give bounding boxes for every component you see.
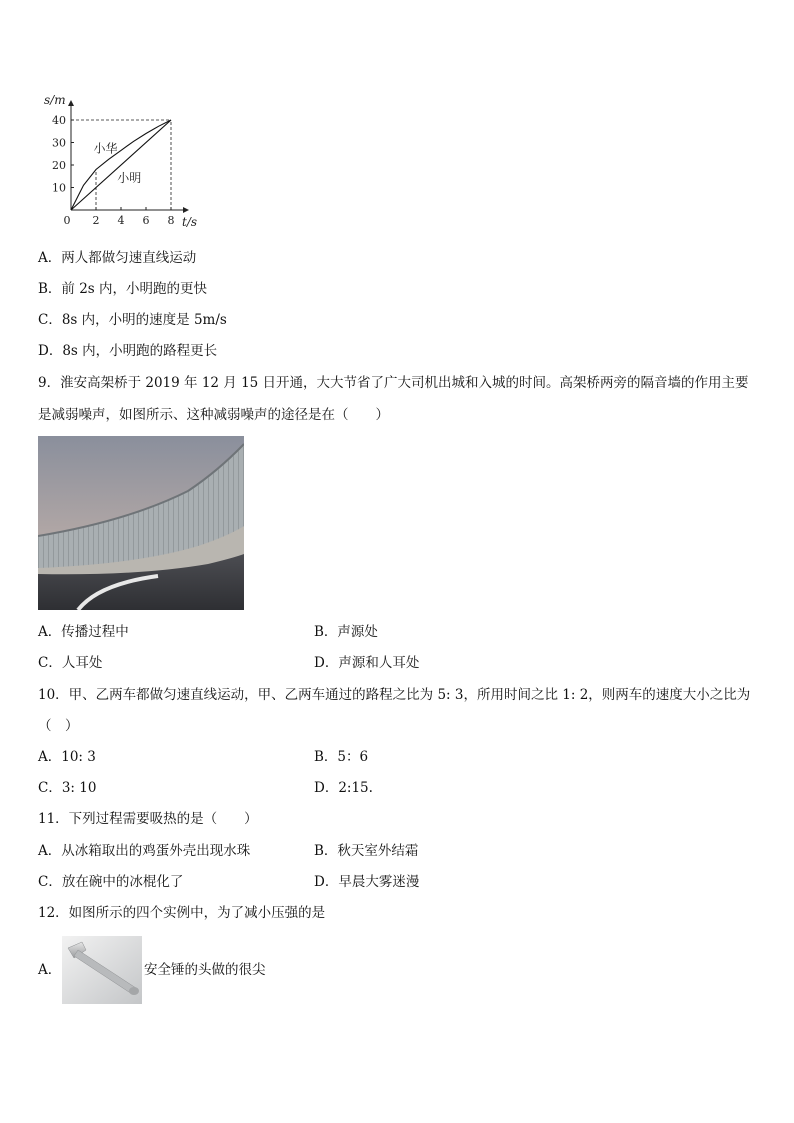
sound-barrier-photo [38,436,244,610]
y-axis-label: s/m [44,93,66,107]
x-tick-label: 0 [63,214,71,227]
q11-option-a: A．从冰箱取出的鸡蛋外壳出现水珠 [38,843,251,859]
x-axis-arrow [183,207,189,213]
x-tick-label: 6 [142,214,150,227]
y-axis-arrow [68,100,74,106]
q10-stem-line2: （ ） [38,718,79,734]
q12-option-a-letter: A． [38,962,62,978]
q11-option-d: D．早晨大雾迷漫 [314,874,420,890]
q9-option-c: C．人耳处 [38,655,103,671]
q11-option-b: B．秋天室外结霜 [314,843,419,859]
q8-option-a: A．两人都做匀速直线运动 [38,250,197,266]
x-axis-label: t/s [182,215,198,229]
q9-stem-line2: 是减弱噪声，如图所示、这种减弱噪声的途径是在（ ） [38,407,389,423]
q10-option-b: B．5：6 [314,749,369,765]
q9-option-d: D．声源和人耳处 [314,655,420,671]
q11-option-c: C．放在碗中的冰棍化了 [38,874,184,890]
q11-stem: 11．下列过程需要吸热的是（ ） [38,811,258,827]
q8-option-b: B．前 2s 内，小明跑的更快 [38,281,208,297]
distance-time-chart [40,92,210,232]
safety-hammer-photo [62,936,142,1004]
q9-stem-line1: 9．淮安高架桥于 2019 年 12 月 15 日开通，大大节省了广大司机出城和入城的时间。高架桥两旁的隔音墙的作用主要 [38,375,749,391]
q8-option-c: C．8s 内，小明的速度是 5m/s [38,312,227,328]
q9-option-b: B．声源处 [314,624,378,640]
q8-option-d: D．8s 内，小明跑的路程更长 [38,343,218,359]
q10-option-d: D．2:15. [314,780,373,796]
q12-option-a-text: 安全锤的头做的很尖 [144,962,266,978]
q9-option-a: A．传播过程中 [38,624,129,640]
y-tick-label: 10 [52,181,66,195]
x-tick-label: 2 [92,214,100,227]
q10-stem-line1: 10．甲、乙两车都做匀速直线运动，甲、乙两车通过的路程之比为 5: 3，所用时间之比 1: 2，则两车的速度大小之比为 [38,687,751,703]
y-tick-label: 30 [52,136,66,150]
series-line-1 [71,120,171,210]
series-label-1: 小明 [117,170,142,185]
x-tick-label: 8 [167,214,175,227]
y-tick-label: 20 [52,159,66,172]
q12-stem: 12．如图所示的四个实例中，为了减小压强的是 [38,905,326,921]
x-tick-label: 4 [117,214,125,227]
q10-option-a: A．10: 3 [38,749,96,765]
series-label-0: 小华 [93,141,118,156]
y-tick-label: 40 [52,114,66,127]
q10-option-c: C．3: 10 [38,780,97,796]
